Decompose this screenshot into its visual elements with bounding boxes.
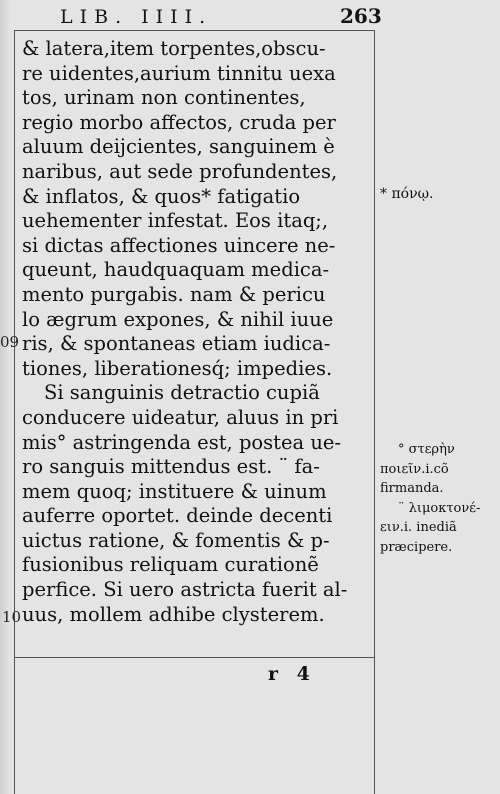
left-rule [14,30,15,794]
line-number-10: 10 [2,608,22,626]
running-title: LIB. IIII. [60,6,213,28]
text-line: aluum deijcientes, sanguinem è [22,135,335,159]
margin-note-line: firmanda. [380,481,444,496]
margin-note-line: ποιεῖν.i.cõ [380,461,449,477]
main-text-block [22,37,372,627]
line-number-09: 09 [0,333,20,351]
page-number: 263 [340,4,382,28]
text-line: mento purgabis. nam & pericu [22,282,326,306]
margin-rule [374,30,375,794]
text-line: tos, urinam non continentes, [22,86,306,110]
paragraph-start-line: Si sanguinis detractio cupiã [44,381,320,405]
margin-notes [380,440,495,557]
text-line: auferre oportet. deinde decenti [22,504,333,528]
text-line: lo ægrum expones, & nihil iuue [22,307,334,331]
text-line: tiones, liberationesq́; impedies. [22,356,333,380]
margin-note-line: ° στερὴν [398,442,455,457]
text-line: regio morbo affectos, cruda per [22,110,336,134]
text-line: fusionibus reliquam curationẽ [22,553,319,577]
margin-note-line: ειν.i. inediã [380,520,457,535]
text-line: mis° astringenda est, postea ue- [22,430,342,454]
text-line: queunt, haudquaquam medica- [22,258,330,282]
text-line: ris, & spontaneas etiam iudica- [22,332,331,356]
margin-note-asterisk: * πόνῳ. [380,186,434,202]
text-line: & inflatos, & quos* fatigatio [22,184,301,208]
text-line: naribus, aut sede profundentes, [22,159,338,183]
text-line: uehementer infestat. Eos itaq;, [22,209,329,233]
text-line: si dictas affectiones uincere ne- [22,233,336,257]
page-gutter-shadow [0,0,10,794]
header-rule [14,30,375,31]
text-line: perfice. Si uero astricta fuerit al- [22,578,348,602]
bottom-rule [14,657,375,658]
margin-note-line: præcipere. [380,539,453,555]
text-line: conducere uideatur, aluus in pri [22,405,339,429]
text-line: uus, mollem adhibe clysterem. [22,602,325,626]
text-line: re uidentes,aurium tinnitu uexa [22,61,336,85]
margin-note-line: ¨ λιμοκτονέ- [398,500,481,516]
signature-mark: r 4 [268,663,316,685]
text-line: & latera,item torpentes,obscu- [22,37,326,60]
text-line: ro sanguis mittendus est. ¨ fa- [22,455,320,479]
text-line: mem quoq; instituere & uinum [22,479,327,503]
text-line: uictus ratione, & fomentis & p- [22,528,330,552]
